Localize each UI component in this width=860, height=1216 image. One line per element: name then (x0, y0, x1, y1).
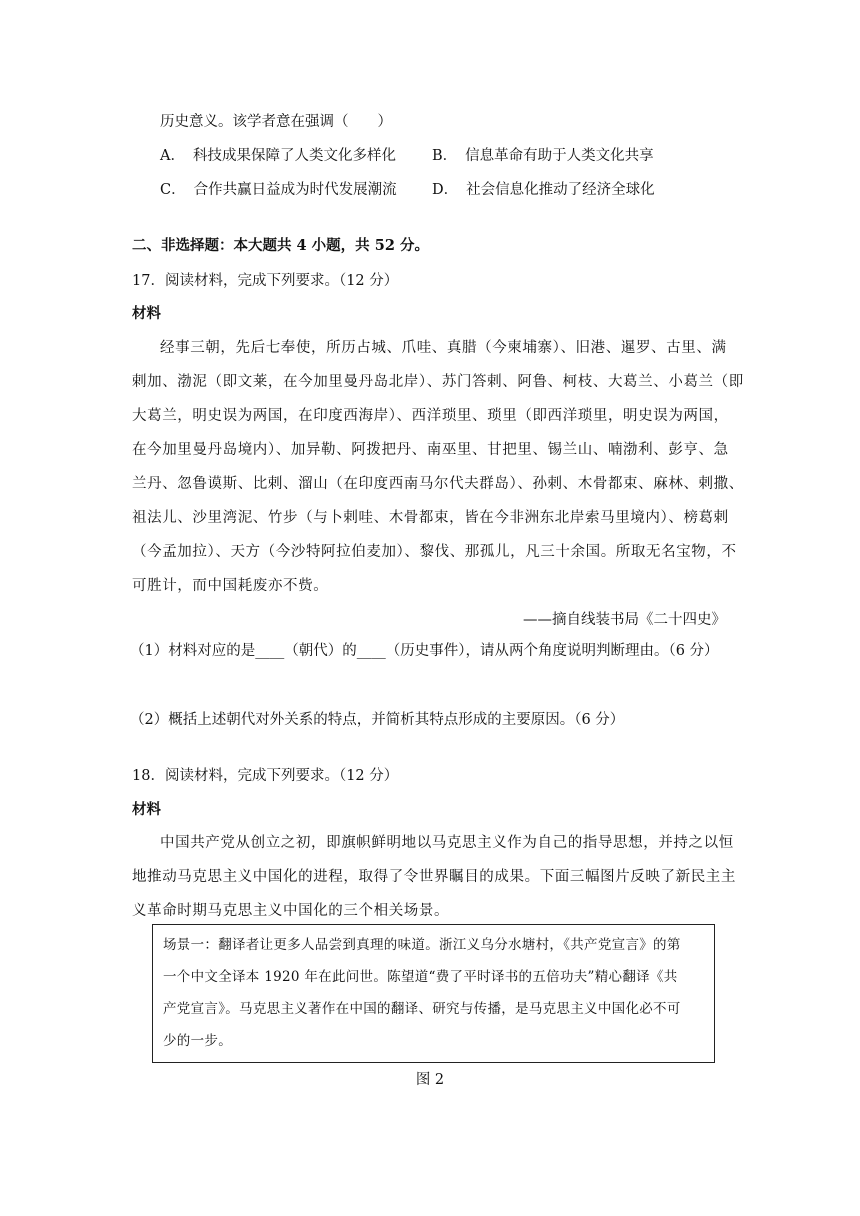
section-title: 二、非选择题：本大题共 4 小题，共 52 分。 (132, 237, 429, 254)
scene-box-line: 产党宣言》。马克思主义著作在中国的翻译、研究与传播，是马克思主义中国化必不可 (163, 1001, 681, 1017)
option-label: A． (160, 148, 185, 164)
q17-subquestion-2: （2）概括上述朝代对外关系的特点，并简析其特点形成的主要原因。（6 分） (130, 712, 625, 728)
q17-material-line: 兰丹、忽鲁谟斯、比剌、溜山（在印度西南马尔代夫群岛）、孙剌、木骨都束、麻林、剌撒、 (132, 476, 744, 492)
q17-material-line: 经事三朝，先后七奉使，所历占城、爪哇、真腊（今柬埔寨）、旧港、暹罗、古里、满 (160, 340, 727, 356)
q16-stem-tail: 历史意义。该学者意在强调（ ） (160, 114, 392, 130)
q16-option-d[interactable] (432, 180, 655, 200)
q17-material-line: 剌加、渤泥（即文莱，在今加里曼丹岛北岸）、苏门答剌、阿鲁、柯枝、大葛兰、小葛兰（即 (132, 374, 744, 390)
option-text: 科技成果保障了人类文化多样化 (192, 148, 396, 164)
option-label: B． (432, 148, 458, 164)
q17-source: ——摘自线装书局《二十四史》 (523, 612, 726, 628)
q17-title: 17．阅读材料，完成下列要求。（12 分） (132, 273, 399, 289)
option-text: 信息革命有助于人类文化共享 (465, 148, 654, 164)
q18-material-line: 地推动马克思主义中国化的进程，取得了令世界瞩目的成果。下面三幅图片反映了新民主主 (132, 869, 736, 885)
q16-option-b[interactable] (432, 146, 654, 166)
option-label: D． (432, 182, 459, 198)
q17-subquestion-1: （1）材料对应的是____（朝代）的____（历史事件），请从两个角度说明判断理由。（6 分） (130, 643, 719, 659)
q17-material-line: 在今加里曼丹岛境内）、加异勒、阿拨把丹、南巫里、甘把里、锡兰山、喃渤利、彭亨、急 (132, 442, 729, 458)
q18-material-line: 中国共产党从创立之初，即旗帜鲜明地以马克思主义作为自己的指导思想，并持之以恒 (160, 835, 734, 851)
q18-title: 18．阅读材料，完成下列要求。（12 分） (132, 768, 399, 784)
q18-material-line: 义革命时期马克思主义中国化的三个相关场景。 (132, 903, 450, 919)
q17-material-line: 祖法儿、沙里湾泥、竹步（与卜剌哇、木骨都束，皆在今非洲东北岸索马里境内）、榜葛剌 (132, 510, 729, 526)
q16-option-a[interactable] (160, 146, 396, 166)
q17-material-line: （今孟加拉）、天方（今沙特阿拉伯麦加）、黎伐、那孤儿，凡三十余国。所取无名宝物，不 (132, 544, 737, 560)
option-text: 合作共赢日益成为时代发展潮流 (193, 182, 397, 198)
scene-box (152, 924, 715, 1063)
q17-material-line: 可胜计，而中国耗废亦不赀。 (132, 578, 329, 594)
scene-box-line: 少的一步。 (163, 1033, 232, 1049)
scene-box-line: 场景一：翻译者让更多人品尝到真理的味道。浙江义乌分水塘村，《共产党宣言》的第 (163, 937, 681, 953)
option-text: 社会信息化推动了经济全球化 (466, 182, 655, 198)
q16-option-c[interactable] (160, 180, 397, 200)
figure-caption: 图 2 (415, 1072, 445, 1088)
q18-material-label: 材料 (132, 801, 161, 818)
q17-material-label: 材料 (132, 305, 161, 322)
q17-material-line: 大葛兰，明史误为两国，在印度西海岸）、西洋琐里、琐里（即西洋琐里，明史误为两国， (132, 408, 729, 424)
scene-box-line: 一个中文全译本 1920 年在此问世。陈望道“费了平时译书的五倍功夫”精心翻译《共 (163, 969, 678, 985)
option-label: C． (160, 182, 186, 198)
